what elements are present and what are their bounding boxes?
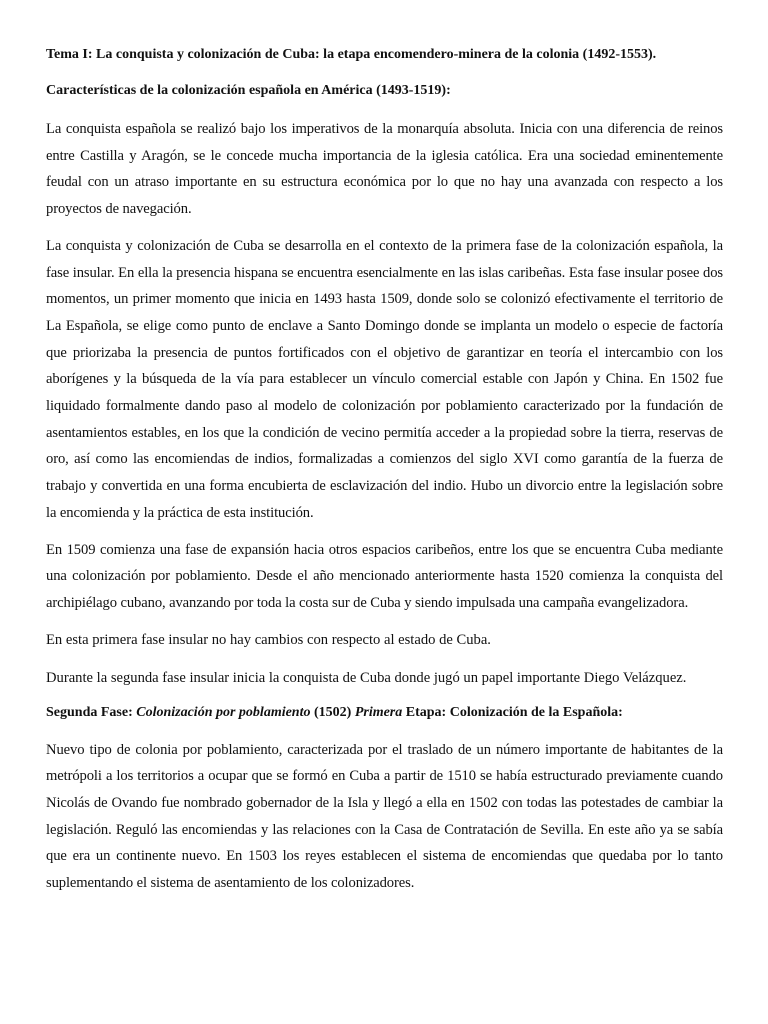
section-heading-part4: Primera — [354, 704, 403, 720]
document-title: Tema I: La conquista y colonización de Cuba: la etapa encomendero-minera de la colonia (1492-1553). — [46, 47, 657, 62]
section-heading-part5: Etapa: Colonización de la Española: — [402, 704, 623, 720]
section-heading-part1: Segunda Fase: — [46, 704, 137, 720]
sentence-second-phase: Durante la segunda fase insular inicia la conquista de Cuba donde jugó un papel importante Diego Velázquez. — [46, 669, 687, 686]
section-heading-part3: (1502) — [310, 704, 355, 720]
paragraph-3: En 1509 comienza una fase de expansión hacia otros espacios caribeños, entre los que se encuentra Cuba mediante una colonización por poblamiento. Desde el año mencionado anteriormente hasta 1520 comienza la conquista del archipiélago cubano, avanzando por toda la costa sur de Cuba y siendo impulsada una campaña evangelizadora. — [46, 541, 723, 611]
document-page — [46, 46, 723, 907]
paragraph-final: Nuevo tipo de colonia por poblamiento, caracterizada por el traslado de un número importante de habitantes de la metrópoli a los territorios a ocupar que se formó en Cuba a partir de 1510 se había estructurado previamente cuando Nicolás de Ovando fue nombrado gobernador de la Isla y llegó a ella en 1502 con todas las potestades de cambiar la legislación. Reguló las encomiendas y las relaciones con la Casa de Contratación de Sevilla. En este año ya se sabía que era un continente nuevo. En 1503 los reyes establecen el sistema de encomiendas que quedaba por lo tanto suplementando el sistema de asentamiento de los colonizadores. — [46, 741, 723, 892]
paragraph-1: La conquista española se realizó bajo los imperativos de la monarquía absoluta. Inicia con una diferencia de reinos entre Castilla y Aragón, se le concede mucha importancia de la iglesia católica. Era una sociedad eminentemente feudal con un atraso importante en su estructura económica por lo que no hay una avanzada con respecto a los proyectos de navegación. — [46, 121, 723, 218]
sentence-first-phase: En esta primera fase insular no hay cambios con respecto al estado de Cuba. — [46, 631, 491, 648]
paragraph-2: La conquista y colonización de Cuba se desarrolla en el contexto de la primera fase de la colonización española, la fase insular. En ella la presencia hispana se encuentra esencialmente en las islas caribeñas. Esta fase insular posee dos momentos, un primer momento que inicia en 1493 hasta 1509, donde solo se colonizó efectivamente el territorio de La Española, se elige como punto de enclave a Santo Domingo donde se implanta un modelo o especie de factoría que priorizaba la presencia de puntos fortificados con el objetivo de garantizar en teoría el intercambio con los aborígenes y la búsqueda de la vía para establecer un vínculo comercial estable con Japón y China. En 1502 fue liquidado formalmente dando paso al modelo de colonización por poblamiento caracterizado por la fundación de asentamientos estables, en los que la condición de vecino permitía acceder a la propiedad sobre la tierra, reservas de oro, así como las encomiendas de indios, formalizadas a comienzos del siglo XVI como garantía de la fuerza de trabajo y convertida en una forma encubierta de esclavización del indio. Hubo un divorcio entre la legislación sobre la encomienda y la práctica de esta institución. — [46, 237, 723, 521]
document-subtitle: Características de la colonización española en América (1493-1519): — [46, 83, 451, 98]
section-heading-part2: Colonización por poblamiento — [136, 704, 311, 720]
section-heading — [46, 703, 723, 723]
